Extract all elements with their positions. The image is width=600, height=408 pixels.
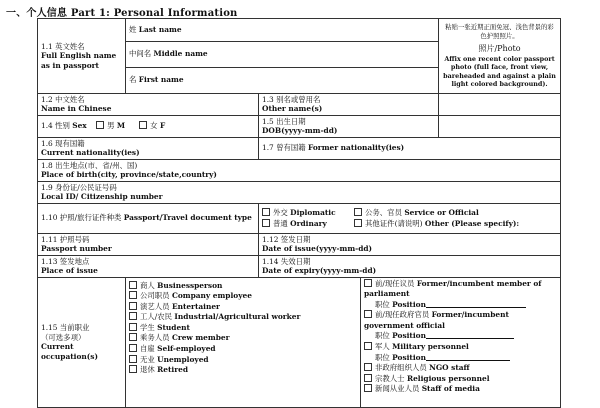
occupation-label-en: Businessperson <box>157 280 223 290</box>
occupation-option[interactable] <box>129 355 357 366</box>
sex-field <box>38 115 259 137</box>
ordinary-label-en: Ordinary <box>290 219 327 228</box>
dob-label-en: DOB(yyyy-mm-dd) <box>262 126 338 135</box>
occupation-religious[interactable] <box>364 374 557 385</box>
last-name-field[interactable] <box>126 19 439 42</box>
sex-label-zh: 1.4 性别 <box>41 121 70 131</box>
checkbox-icon <box>364 363 372 371</box>
occupation-option[interactable] <box>129 281 357 292</box>
occupation-options-left <box>126 277 361 407</box>
religious-label-zh: 宗教人士 <box>375 373 405 383</box>
occupation-option[interactable] <box>129 333 357 344</box>
occupation-label-zh: 学生 <box>140 322 155 332</box>
blank-cell-1 <box>439 93 561 115</box>
sex-male-option[interactable] <box>96 121 125 131</box>
checkbox-icon <box>364 374 372 382</box>
local-id-label-en: Local ID/ Citizenship number <box>41 192 163 201</box>
diplomatic-label-zh: 外交 <box>273 207 288 217</box>
religious-label-en: Religious personnel <box>406 373 490 383</box>
passport-number-field[interactable] <box>38 233 259 255</box>
parliament-label-zh: 前/现任议员 <box>375 278 415 288</box>
sex-label-en: Sex <box>72 121 87 131</box>
date-of-issue-label-zh: 1.12 签发日期 <box>262 234 311 244</box>
occupation-label-en: Entertainer <box>171 301 220 311</box>
passport-type-diplomatic[interactable] <box>262 208 354 218</box>
government-label-zh: 前/现任政府官员 <box>375 310 430 320</box>
occupation-label-en: Company employee <box>171 291 252 301</box>
first-name-label-en: First name <box>138 75 184 85</box>
occupation-option[interactable] <box>129 312 357 323</box>
occupation-label-zh: 工人/农民 <box>140 312 173 322</box>
occupation-label-zh: 自雇 <box>140 344 155 354</box>
checkbox-icon <box>129 355 137 363</box>
other-names-field[interactable] <box>259 93 439 115</box>
chinese-name-label-zh: 1.2 中文姓名 <box>41 94 85 104</box>
date-of-issue-label-en: Date of issue(yyyy-mm-dd) <box>262 244 373 253</box>
current-nationality-label-en: Current nationality(ies) <box>41 148 140 157</box>
checkbox-icon <box>139 121 147 129</box>
photo-instruction-en: Affix one recent color passport photo (full face, front view, bareheaded and against a plain light colored background). <box>443 54 556 88</box>
english-name-label-cell <box>38 19 126 94</box>
occupation-option[interactable] <box>129 365 357 376</box>
photo-box[interactable] <box>439 19 561 94</box>
last-name-label-zh: 姓 <box>129 25 137 35</box>
checkbox-icon <box>129 344 137 352</box>
occupation-label-zh: 1.15 当前职业 <box>41 323 90 332</box>
dob-label-zh: 1.5 出生日期 <box>262 116 306 126</box>
occupation-parliament[interactable] <box>364 279 557 300</box>
sex-female-label-zh: 女 <box>150 121 158 131</box>
government-position-label-en: Position <box>392 331 426 341</box>
ngo-label-zh: 非政府组织人员 <box>375 363 427 373</box>
date-of-expiry-label-en: Date of expiry(yyyy-mm-dd) <box>262 266 377 275</box>
parliament-position-label-en: Position <box>392 299 426 309</box>
parliament-position-line <box>426 300 526 308</box>
checkbox-icon <box>129 365 137 373</box>
passport-type-other[interactable] <box>354 219 519 228</box>
passport-type-service[interactable] <box>354 208 479 217</box>
occupation-label-zh: 无业 <box>140 354 155 364</box>
chinese-name-label-en: Name in Chinese <box>41 104 112 113</box>
occupation-label-en: Unemployed <box>157 354 209 364</box>
occupation-label-zh: 演艺人员 <box>140 301 170 311</box>
middle-name-field[interactable] <box>126 41 439 67</box>
former-nationality-label-zh: 1.7 曾有国籍 <box>262 143 306 153</box>
checkbox-icon <box>129 312 137 320</box>
checkbox-icon <box>129 291 137 299</box>
occupation-media[interactable] <box>364 384 557 395</box>
government-position-field[interactable] <box>364 331 557 342</box>
checkbox-icon <box>262 219 270 227</box>
photo-instruction-zh: 粘贴一张近期正面免冠、浅色背景的彩色护照照片。 <box>445 23 554 40</box>
section-title: 一、个人信息 Part 1: Personal Information <box>6 8 238 19</box>
occupation-note: （可选多项） <box>41 332 86 342</box>
sex-female-option[interactable] <box>139 121 165 131</box>
occupation-label-zh: 乘务人员 <box>140 333 170 343</box>
occupation-label-en: Crew member <box>171 333 230 343</box>
checkbox-icon <box>364 279 372 287</box>
middle-name-label-en: Middle name <box>153 49 208 59</box>
checkbox-icon <box>364 310 372 318</box>
date-of-expiry-label-zh: 1.14 失效日期 <box>262 256 311 266</box>
place-of-issue-label-zh: 1.13 签发地点 <box>41 256 90 266</box>
checkbox-icon <box>364 342 372 350</box>
occupation-label-cell <box>38 277 126 407</box>
occupation-left-list <box>129 281 357 376</box>
checkbox-icon <box>129 333 137 341</box>
occupation-military[interactable] <box>364 342 557 353</box>
military-label-en: Military personnel <box>392 342 469 352</box>
service-label-en: Service or Official <box>404 207 479 217</box>
passport-type-ordinary[interactable] <box>262 219 354 229</box>
place-of-issue-label-en: Place of issue <box>41 266 98 275</box>
other-names-label-en: Other name(s) <box>262 104 323 113</box>
military-position-label-en: Position <box>392 352 426 362</box>
government-position-line <box>426 331 514 339</box>
checkbox-icon <box>129 323 137 331</box>
checkbox-icon <box>354 219 362 227</box>
place-of-issue-field[interactable] <box>38 255 259 277</box>
english-name-label-zh: 1.1 英文姓名 <box>41 41 85 51</box>
occupation-label-en: Industrial/Agricultural worker <box>174 312 301 322</box>
parliament-position-field[interactable] <box>364 300 557 311</box>
personal-info-table <box>37 18 561 408</box>
date-of-expiry-field[interactable] <box>259 255 561 277</box>
military-position-line <box>426 353 510 361</box>
occupation-option[interactable] <box>129 344 357 355</box>
media-label-en: Staff of media <box>421 384 480 394</box>
middle-name-label-zh: 中间名 <box>129 49 152 59</box>
dob-field[interactable] <box>259 115 439 137</box>
passport-type-options <box>259 203 561 233</box>
current-nationality-label-zh: 1.6 现有国籍 <box>41 138 85 148</box>
occupation-label-en: Retired <box>157 365 188 375</box>
passport-type-label-en: Passport/Travel document type <box>123 213 252 223</box>
checkbox-icon <box>96 121 104 129</box>
passport-number-label-en: Passport number <box>41 244 112 253</box>
media-label-zh: 新闻从业人员 <box>375 384 420 394</box>
other-names-label-zh: 1.3 别名或曾用名 <box>262 94 321 104</box>
occupation-option[interactable] <box>129 302 357 313</box>
checkbox-icon <box>262 208 270 216</box>
sex-male-label-zh: 男 <box>107 121 115 131</box>
passport-type-label-cell <box>38 203 259 233</box>
service-label-zh: 公务、官员 <box>365 207 402 217</box>
first-name-field[interactable] <box>126 67 439 93</box>
first-name-label-zh: 名 <box>129 75 137 85</box>
occupation-label-en: Student <box>157 322 190 332</box>
checkbox-icon <box>129 302 137 310</box>
checkbox-icon <box>129 281 137 289</box>
chinese-name-field[interactable] <box>38 93 259 115</box>
occupation-label-zh: 退休 <box>140 365 155 375</box>
place-of-birth-label-en: Place of birth(city, province/state,country) <box>41 170 217 179</box>
military-position-label-zh: 职位 <box>375 352 390 362</box>
government-position-label-zh: 职位 <box>375 331 390 341</box>
diplomatic-label-en: Diplomatic <box>290 207 336 217</box>
military-position-field[interactable] <box>364 353 557 364</box>
other-label-en: Other (Please specify): <box>424 219 520 228</box>
place-of-birth-label-zh: 1.8 出生地点(市、省/州、国) <box>41 160 138 170</box>
parliament-position-label-zh: 职位 <box>375 299 390 309</box>
checkbox-icon <box>364 384 372 392</box>
sex-female-label-en: F <box>159 121 166 131</box>
military-label-zh: 军人 <box>375 342 390 352</box>
sex-male-label-en: M <box>116 121 126 131</box>
occupation-label-zh: 公司职员 <box>140 291 170 301</box>
ordinary-label-zh: 普通 <box>273 219 288 228</box>
other-label-zh: 其他证件(请说明) <box>365 219 423 228</box>
blank-cell-2 <box>439 115 561 137</box>
ngo-label-en: NGO staff <box>429 363 470 373</box>
occupation-options-right <box>361 277 561 407</box>
occupation-label-en: Self-employed <box>157 344 216 354</box>
government-label-en: Former/incumbent government official <box>364 310 509 330</box>
current-nationality-field[interactable] <box>38 137 259 159</box>
occupation-label-zh: 商人 <box>140 280 155 290</box>
occupation-option[interactable] <box>129 291 357 302</box>
occupation-government[interactable] <box>364 310 557 331</box>
occupation-label-en: Current occupation(s) <box>41 342 98 361</box>
last-name-label-en: Last name <box>138 25 182 35</box>
occupation-option[interactable] <box>129 323 357 334</box>
photo-title: 照片/Photo <box>478 44 521 53</box>
former-nationality-label-en: Former nationality(ies) <box>308 143 405 153</box>
checkbox-icon <box>354 208 362 216</box>
passport-number-label-zh: 1.11 护照号码 <box>41 234 90 244</box>
parliament-label-en: Former/incumbent member of parliament <box>364 278 542 299</box>
local-id-field[interactable] <box>38 181 561 203</box>
date-of-issue-field[interactable] <box>259 233 561 255</box>
english-name-label-en: Full English name as in passport <box>41 51 117 70</box>
local-id-label-zh: 1.9 身份证/公民证号码 <box>41 182 117 192</box>
former-nationality-field[interactable] <box>259 137 561 159</box>
occupation-ngo[interactable] <box>364 363 557 374</box>
passport-type-label-zh: 1.10 护照/旅行证件种类 <box>41 213 122 223</box>
place-of-birth-field[interactable] <box>38 159 561 181</box>
